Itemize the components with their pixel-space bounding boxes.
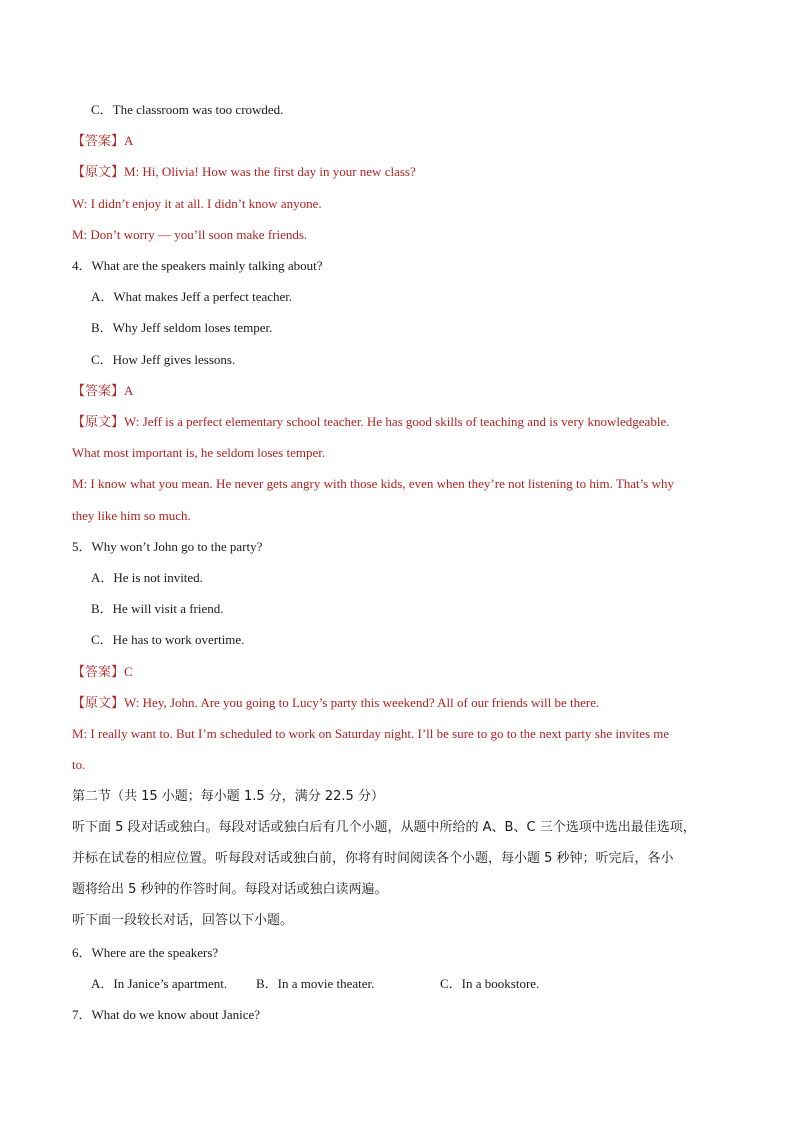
- q4-option-b: B．Why Jeff seldom loses temper.: [91, 320, 273, 335]
- q6-option-c: C．In a bookstore.: [440, 976, 540, 991]
- transcript-3-line-1: [72, 164, 416, 181]
- transcript-5-line-3: to.: [72, 757, 86, 772]
- q3-option-c: C．The classroom was too crowded.: [91, 102, 284, 117]
- transcript-4-line-1: [72, 414, 669, 431]
- q6-option-b: B．In a movie theater.: [256, 976, 375, 991]
- q5-option-b: B．He will visit a friend.: [91, 601, 224, 616]
- transcript-tag: 【原文】: [72, 696, 125, 711]
- transcript-text: M: Hi, Olivia! How was the first day in your new class?: [124, 164, 416, 179]
- transcript-3-line-3: M: Don’t worry — you’ll soon make friends.: [72, 227, 308, 242]
- instructions-line-4: 听下面一段较长对话，回答以下小题。: [72, 913, 294, 928]
- answer-tag: 【答案】: [72, 134, 125, 149]
- transcript-tag: 【原文】: [72, 165, 125, 180]
- instructions-line-2: 并标在试卷的相应位置。听每段对话或独白前，你将有时间阅读各个小题，每小题 5 秒钟；听完后，各小: [72, 851, 674, 866]
- instructions-line-3: 题将给出 5 秒钟的作答时间。每段对话或独白读两遍。: [72, 882, 388, 897]
- answer-value: A: [124, 133, 134, 148]
- answer-tag: 【答案】: [72, 665, 125, 680]
- answer-5: [72, 664, 133, 681]
- transcript-4-line-2: What most important is, he seldom loses temper.: [72, 445, 326, 460]
- transcript-5-line-1: [72, 695, 599, 712]
- answer-tag: 【答案】: [72, 384, 125, 399]
- question-4: 4．What are the speakers mainly talking about?: [72, 258, 323, 273]
- transcript-tag: 【原文】: [72, 415, 125, 430]
- transcript-4-line-3: M: I know what you mean. He never gets angry with those kids, even when they’re not listening to him. That’s why: [72, 476, 674, 491]
- transcript-4-line-4: they like him so much.: [72, 508, 191, 523]
- answer-4: [72, 383, 133, 400]
- q5-option-a: A．He is not invited.: [91, 570, 203, 585]
- q4-option-a: A．What makes Jeff a perfect teacher.: [91, 289, 293, 304]
- instructions-line-1: 听下面 5 段对话或独白。每段对话或独白后有几个小题，从题中所给的 A、B、C 三个选项中选出最佳选项，: [72, 820, 696, 835]
- answer-value: A: [124, 383, 134, 398]
- answer-value: C: [124, 664, 133, 679]
- q4-option-c: C．How Jeff gives lessons.: [91, 352, 236, 367]
- transcript-3-line-2: W: I didn’t enjoy it at all. I didn’t know anyone.: [72, 196, 322, 211]
- answer-3: [72, 133, 133, 150]
- section-2-heading: 第二节（共 15 小题；每小题 1.5 分，满分 22.5 分）: [72, 789, 384, 804]
- transcript-text: W: Jeff is a perfect elementary school teacher. He has good skills of teaching and is very knowledgeable.: [124, 414, 670, 429]
- transcript-text: W: Hey, John. Are you going to Lucy’s party this weekend? All of our friends will be there.: [124, 695, 600, 710]
- question-7: 7．What do we know about Janice?: [72, 1007, 261, 1022]
- question-5: 5．Why won’t John go to the party?: [72, 539, 263, 554]
- q6-option-a: A．In Janice’s apartment.: [91, 976, 228, 991]
- transcript-5-line-2: M: I really want to. But I’m scheduled to work on Saturday night. I’ll be sure to go to the next party she invites me: [72, 726, 670, 741]
- q5-option-c: C．He has to work overtime.: [91, 632, 245, 647]
- question-6: 6．Where are the speakers?: [72, 945, 219, 960]
